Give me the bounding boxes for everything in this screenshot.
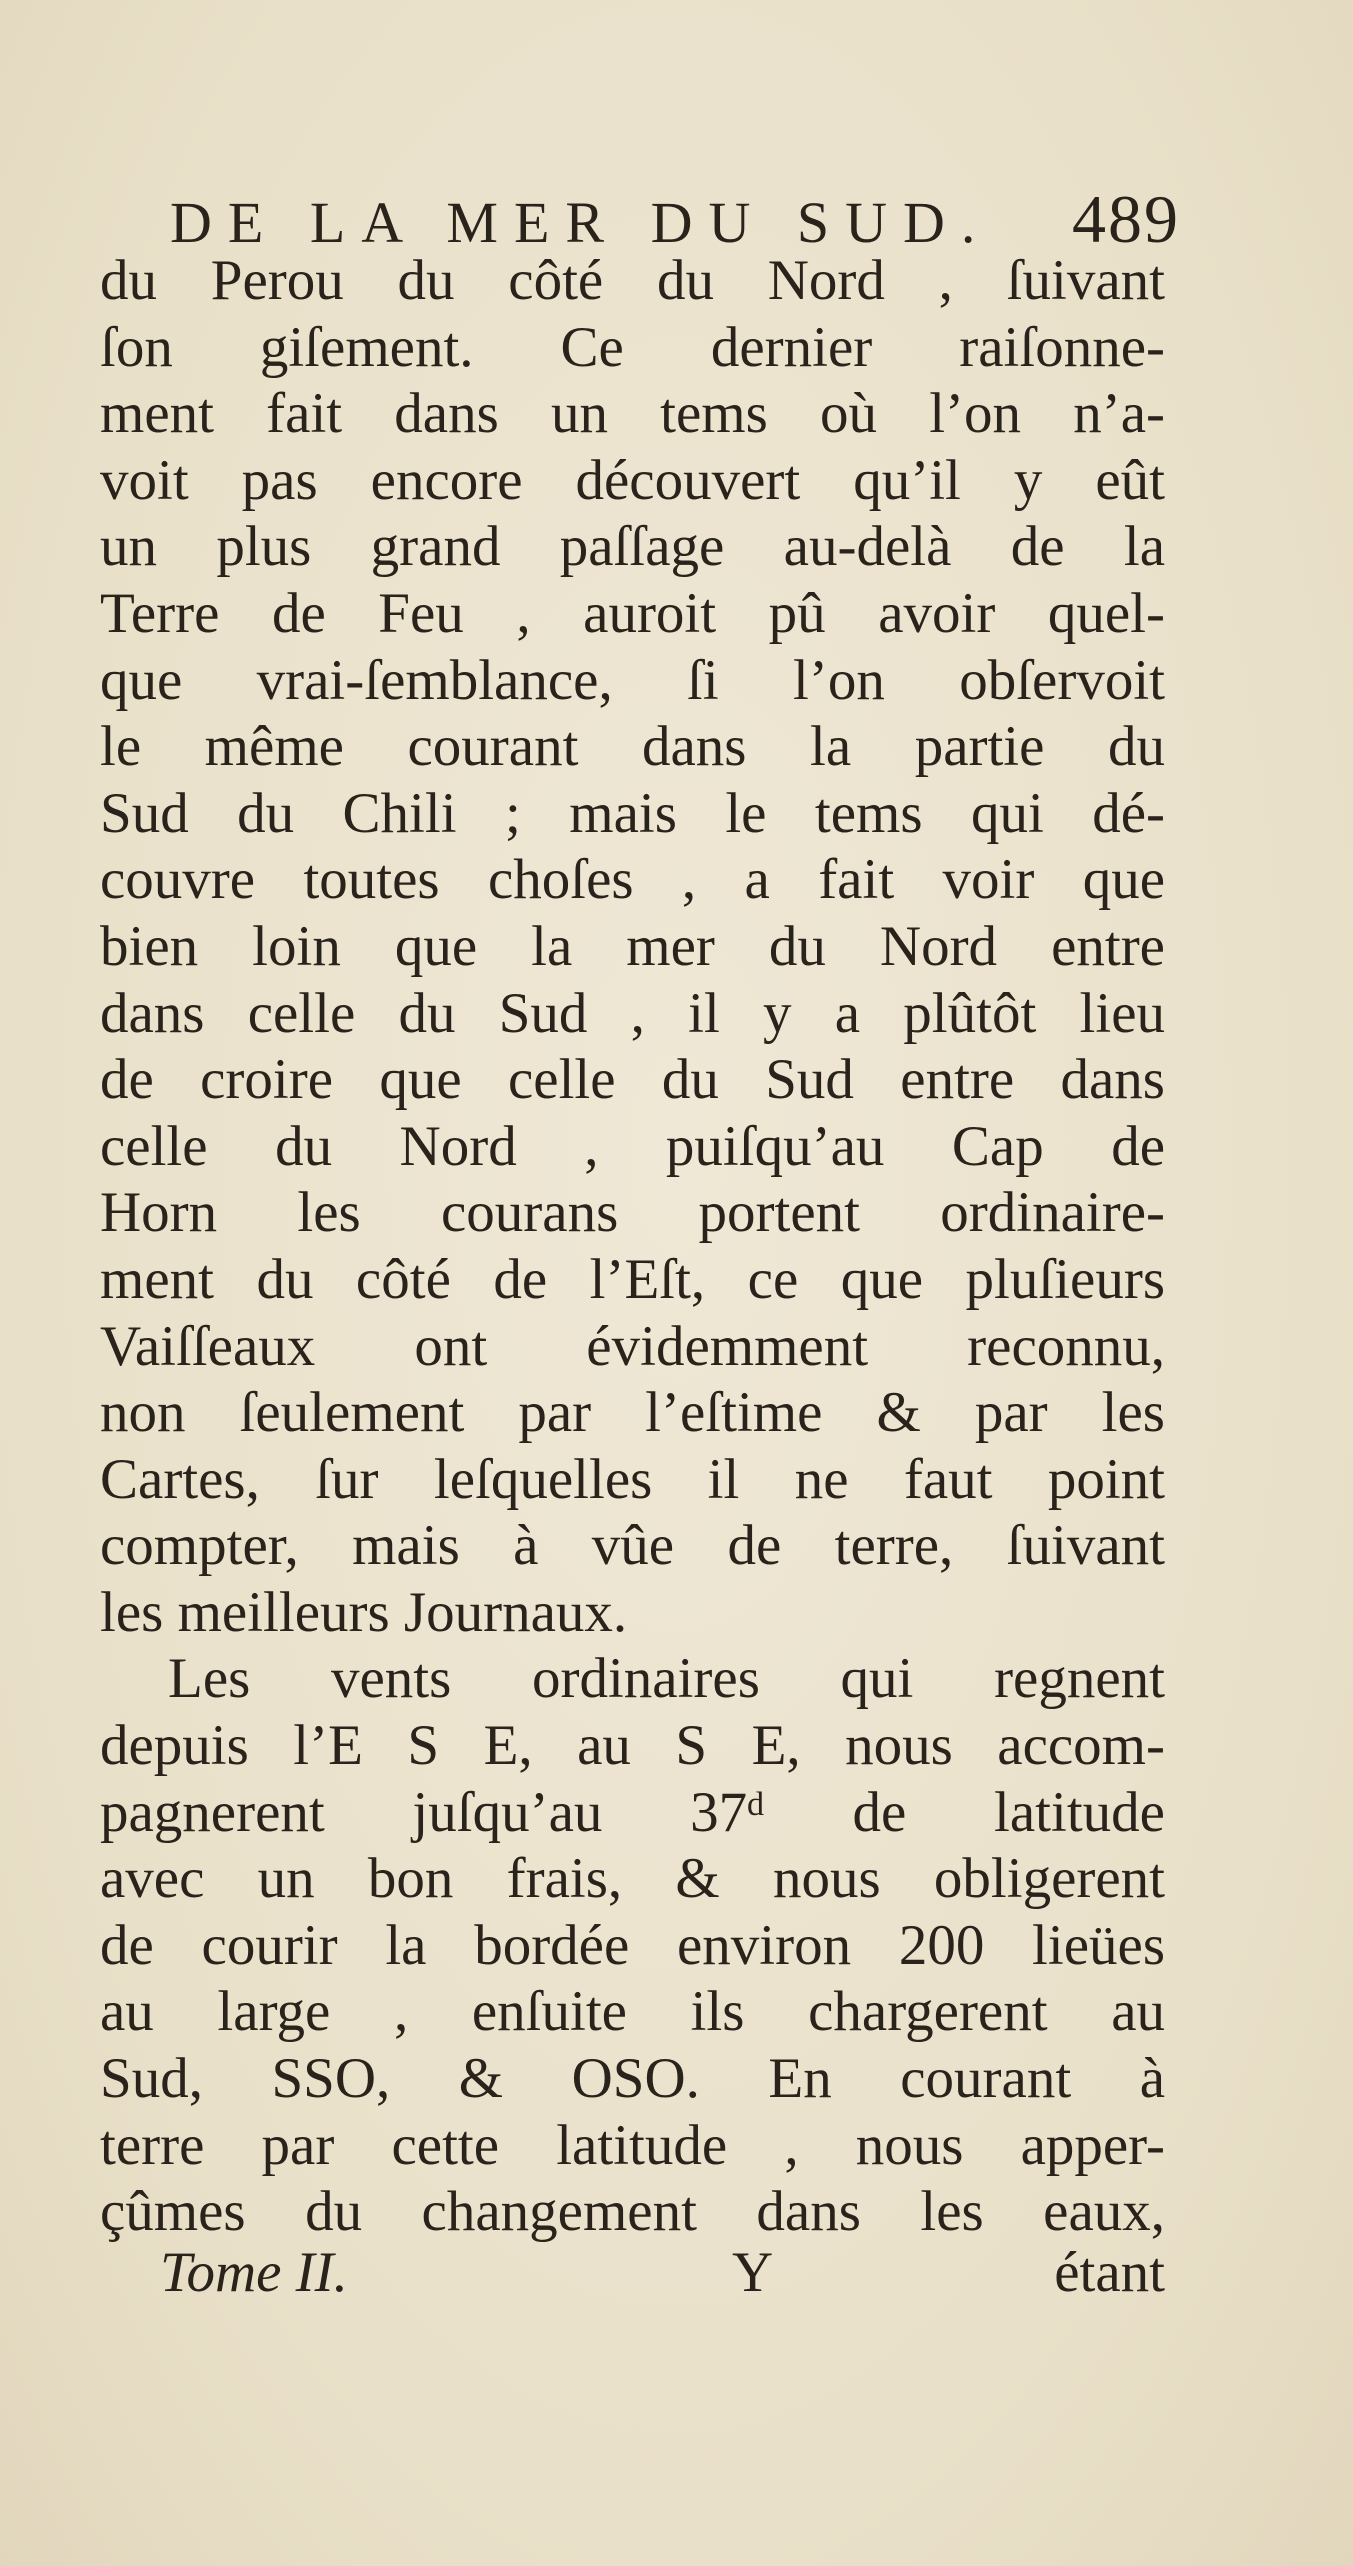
text-line: du Perou du côté du Nord , ſuivant <box>100 249 1165 312</box>
text-line: ſon giſement. Ce dernier raiſonne- <box>100 315 1165 379</box>
text-line: que vrai-ſemblance, ſi l’on obſervoit <box>100 648 1165 712</box>
text-line: Terre de Feu , auroit pû avoir quel- <box>100 581 1165 645</box>
text-line: Cartes, ſur leſquelles il ne faut point <box>100 1447 1165 1511</box>
text-line: Sud, SSO, & OSO. En courant à <box>100 2047 1165 2111</box>
text-line: Horn les courans portent ordinaire- <box>100 1181 1165 1245</box>
text-line: bien loin que la mer du Nord entre <box>100 914 1165 978</box>
text-line: le même courant dans la partie du <box>100 715 1165 779</box>
text-line: avec un bon frais, & nous obligerent <box>100 1847 1165 1911</box>
page-number: 489 <box>1072 181 1180 257</box>
text-line: de courir la bordée environ 200 lieües <box>100 1913 1165 1977</box>
text-line: pagnerent juſqu’au 37ᵈ de latitude <box>100 1780 1165 1844</box>
text-line: depuis l’E S E, au S E, nous accom- <box>100 1714 1165 1778</box>
text-line: Sud du Chili ; mais le tems qui dé- <box>100 781 1165 845</box>
page-footer <box>160 2240 1165 2310</box>
text-line: çûmes du changement dans les eaux, <box>100 2180 1165 2244</box>
text-line: dans celle du Sud , il y a plûtôt lieu <box>100 981 1165 1045</box>
text-line: ment du côté de l’Eſt, ce que pluſieurs <box>100 1247 1165 1311</box>
text-line: un plus grand paſſage au-delà de la <box>100 515 1165 579</box>
text-line: de croire que celle du Sud entre dans <box>100 1048 1165 1112</box>
text-line: Les vents ordinaires qui regnent <box>168 1647 1165 1711</box>
text-line: ment fait dans un tems où l’on n’a- <box>100 382 1165 446</box>
text-line: celle du Nord , puiſqu’au Cap de <box>100 1114 1165 1178</box>
text-line: couvre toutes choſes , a fait voir que <box>100 848 1165 912</box>
text-line: non ſeulement par l’eſtime & par les <box>100 1381 1165 1445</box>
text-line: au large , enſuite ils chargerent au <box>100 1980 1165 2044</box>
volume-label: Tome II. <box>160 2241 348 2304</box>
text-line: les meilleurs Journaux. <box>100 1580 628 1644</box>
signature-mark: Y <box>732 2241 774 2304</box>
text-line: voit pas encore découvert qu’il y eût <box>100 448 1165 512</box>
text-line: terre par cette latitude , nous apper- <box>100 2113 1165 2177</box>
text-line: Vaiſſeaux ont évidemment reconnu, <box>100 1314 1165 1378</box>
text-line: compter, mais à vûe de terre, ſuivant <box>100 1514 1165 1578</box>
body-text <box>100 248 1165 2246</box>
running-title: DE LA MER DU SUD. <box>170 190 992 255</box>
catchword: étant <box>1054 2241 1165 2304</box>
